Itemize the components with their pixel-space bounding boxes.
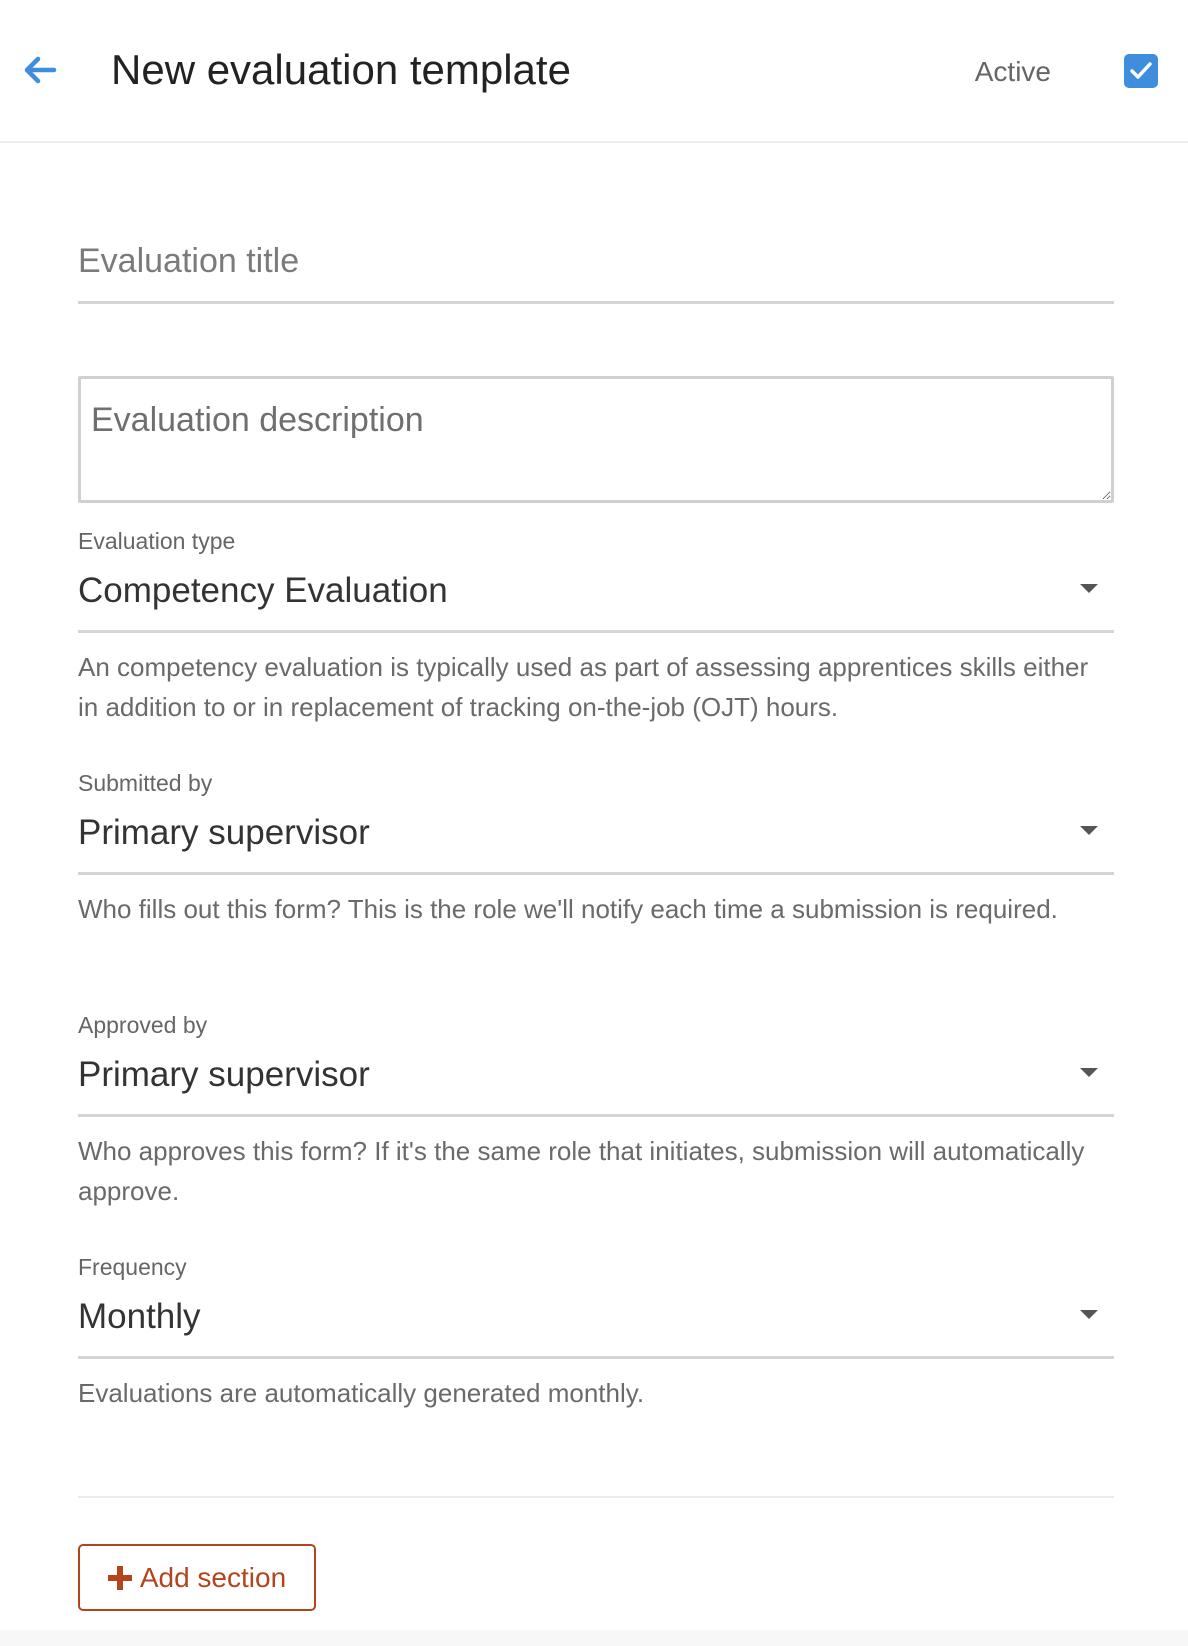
frequency-help: Evaluations are automatically generated monthly. — [78, 1378, 645, 1408]
checkmark-icon — [1130, 62, 1152, 80]
frequency-label: Frequency — [78, 1254, 187, 1280]
header — [0, 0, 1188, 143]
evaluation-title-input[interactable] — [78, 222, 1114, 304]
active-checkbox[interactable] — [1124, 54, 1158, 88]
plus-icon — [108, 1566, 132, 1590]
approved-by-label: Approved by — [78, 1012, 208, 1038]
submitted-by-select[interactable] — [78, 810, 1114, 875]
submitted-by-value: Primary supervisor — [78, 813, 370, 852]
back-button[interactable] — [18, 48, 62, 92]
approved-by-value: Primary supervisor — [78, 1055, 370, 1094]
submitted-by-label: Submitted by — [78, 770, 213, 796]
caret-down-icon — [1080, 826, 1098, 835]
approved-by-help: Who approves this form? If it's the same role that initiates, submission will automatically approve. — [78, 1136, 1085, 1206]
active-label: Active — [974, 56, 1051, 87]
evaluation-type-group — [78, 526, 1114, 727]
arrow-left-icon — [23, 55, 57, 85]
evaluation-type-label: Evaluation type — [78, 528, 236, 554]
frequency-select[interactable] — [78, 1294, 1114, 1359]
frequency-group — [78, 1252, 1114, 1413]
add-section-button[interactable] — [78, 1544, 316, 1611]
caret-down-icon — [1080, 584, 1098, 593]
frequency-value: Monthly — [78, 1297, 201, 1336]
evaluation-type-select[interactable] — [78, 568, 1114, 633]
page-title: New evaluation template — [111, 46, 571, 93]
approved-by-select[interactable] — [78, 1052, 1114, 1117]
approved-by-group — [78, 1010, 1114, 1211]
evaluation-type-help: An competency evaluation is typically used as part of assessing apprentices skills either in addition to or in replacement of tracking on-the-job (OJT) hours. — [78, 652, 1089, 722]
submitted-by-group — [78, 768, 1114, 929]
submitted-by-help: Who fills out this form? This is the role we'll notify each time a submission is required. — [78, 894, 1058, 924]
evaluation-description-input[interactable] — [78, 376, 1114, 503]
add-section-label: Add section — [139, 1561, 287, 1593]
caret-down-icon — [1080, 1310, 1098, 1319]
evaluation-type-value: Competency Evaluation — [78, 571, 448, 610]
caret-down-icon — [1080, 1068, 1098, 1077]
section-divider — [78, 1496, 1114, 1498]
